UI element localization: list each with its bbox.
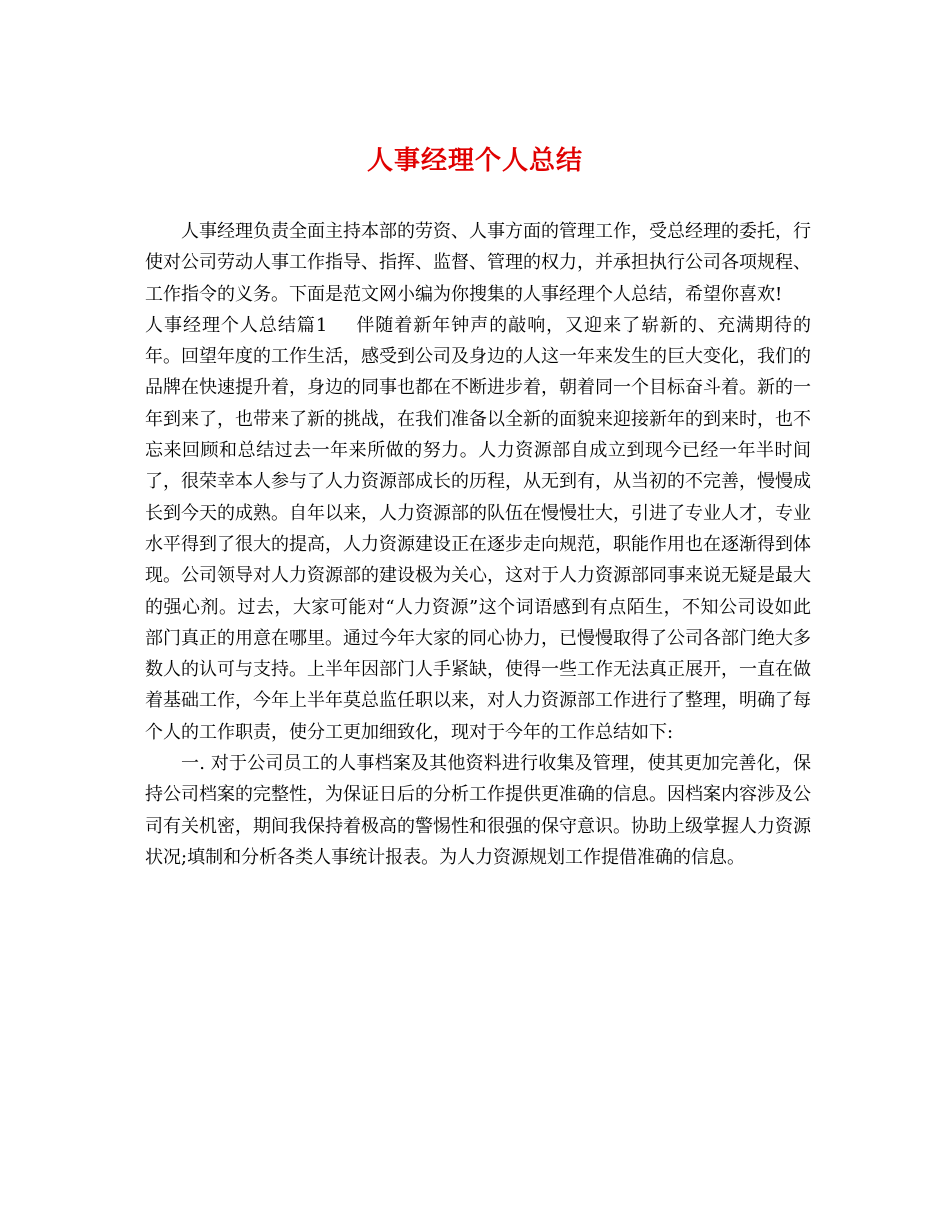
item-one-paragraph: 一. 对于公司员工的人事档案及其他资料进行收集及管理，使其更加完善化，保持公司档案的完整性，为保证日后的分析工作提供更准确的信息。因档案内容涉及公司有关机密，期间我保持着极高的警惕性和很强的保守意识。协助上级掌握人力资源状况;填制和分析各类人事统计报表。为人力资源规划工作提借准确的信息。: [145, 753, 811, 868]
document-body: [145, 216, 811, 873]
section-body: 伴随着新年钟声的敲响，又迎来了崭新的、充满期待的年。回望年度的工作生活，感受到公司及身边的人这一年来发生的巨大变化，我们的品牌在快速提升着，身边的同事也都在不断进步着，朝着同一个目标奋斗着。新的一年到来了，也带来了新的挑战，在我们准备以全新的面貌来迎接新年的到来时，也不忘来回顾和总结过去一年来所做的努力。人力资源部自成立到现今已经一年半时间了，很荣幸本人参与了人力资源部成长的历程，从无到有，从当初的不完善，慢慢成长到今天的成熟。自年以来，人力资源部的队伍在慢慢壮大，引进了专业人才，专业水平得到了很大的提高，人力资源建设正在逐步走向规范，职能作用也在逐渐得到体现。公司领导对人力资源部的建设极为关心，这对于人力资源部同事来说无疑是最大的强心剂。过去，大家可能对“人力资源”这个词语感到有点陌生，不知公司设如此部门真正的用意在哪里。通过今年大家的同心协力，已慢慢取得了公司各部门绝大多数人的认可与支持。上半年因部门人手紧缺，使得一些工作无法真正展开，一直在做着基础工作，今年上半年莫总监任职以来，对人力资源部工作进行了整理，明确了每个人的工作职责，使分工更加细致化，现对于今年的工作总结如下:: [145, 314, 811, 743]
section-paragraph: [145, 310, 811, 748]
document-title: 人事经理个人总结: [366, 146, 583, 176]
section-heading: 人事经理个人总结篇1: [145, 314, 328, 336]
intro-paragraph: 人事经理负责全面主持本部的劳资、人事方面的管理工作，受总经理的委托，行使对公司劳动人事工作指导、指挥、监督、管理的权力，并承担执行公司各项规程、工作指令的义务。下面是范文网小编为你搜集的人事经理个人总结，希望你喜欢!: [145, 221, 811, 305]
